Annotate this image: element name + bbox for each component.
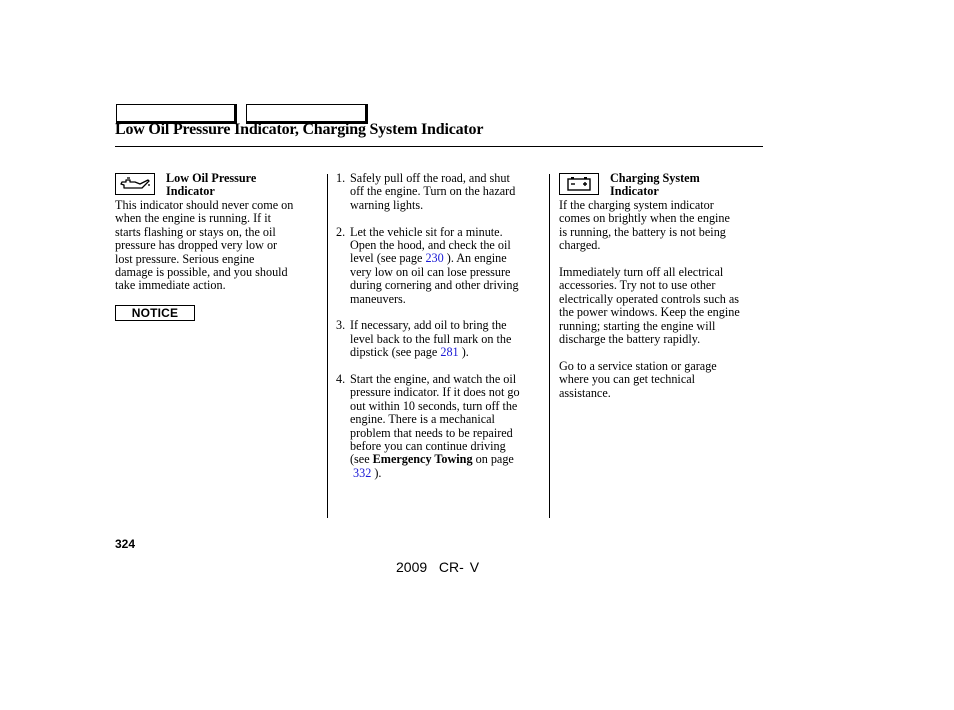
step-number: 4. [336,372,346,387]
body-line: lost pressure. Serious engine [115,251,255,266]
page-link-230[interactable]: 230 [425,251,444,266]
page-link-281[interactable]: 281 [440,345,459,360]
body-line: If the charging system indicator [559,198,714,212]
battery-icon [564,176,594,192]
body-line: where you can get technical [559,372,696,387]
low-oil-pressure-indicator-box [115,173,155,195]
body-line: damage is possible, and you should [115,265,288,280]
body-line: is running, the battery is not being [559,224,726,239]
model-label: 2009 CR- V [396,559,480,575]
heading-line: Charging System [610,171,700,185]
body-line: comes on brightly when the engine [559,211,730,226]
step-text: level (see page [350,251,426,266]
step-text: ). [371,465,382,480]
step-line [350,467,546,480]
step-line: problem that needs to be repaired [350,425,513,440]
paragraph [559,266,769,346]
step-1 [336,172,546,212]
low-oil-pressure-heading [166,172,256,199]
step-line: level back to the full mark on the [350,331,512,346]
steps-list [336,172,546,480]
body-line: charged. [559,238,601,253]
step-text: ). [458,345,469,360]
step-line: maneuvers. [350,291,406,306]
low-oil-pressure-description [115,199,320,293]
body-line: when the engine is running. If it [115,211,272,226]
charging-system-indicator-box [559,173,599,195]
body-line: Go to a service station or garage [559,358,717,373]
step-line: off the engine. Turn on the hazard [350,184,516,199]
step-2 [336,226,546,306]
step-line: Start the engine, and watch the oil [350,372,517,387]
step-3 [336,319,546,359]
step-line: Open the hood, and check the oil [350,238,511,253]
step-line: out within 10 seconds, turn off the [350,398,518,413]
charging-system-description [559,199,769,400]
body-line: This indicator should never come on [115,198,294,212]
step-number: 2. [336,224,346,239]
column-divider-right [549,174,550,518]
body-line: the power windows. Keep the engine [559,305,740,320]
body-line: Immediately turn off all electrical [559,265,724,280]
body-line: take immediate action. [115,278,226,293]
step-line: during cornering and other driving [350,278,519,293]
page-link-332[interactable]: 332 [353,465,372,480]
page-title: Low Oil Pressure Indicator, Charging System Indicator [115,121,484,138]
paragraph [559,360,769,400]
step-line: pressure indicator. If it does not go [350,385,520,400]
procedure-steps [336,172,546,494]
step-line: warning lights. [350,197,424,212]
body-line: electrically operated controls such as [559,291,740,306]
step-text: (see [350,452,373,467]
body-line: assistance. [559,385,611,400]
emergency-towing-reference: Emergency Towing [372,452,473,467]
step-line: If necessary, add oil to bring the [350,318,507,333]
oil-can-icon [118,176,152,192]
step-line: very low on oil can lose pressure [350,264,511,279]
step-line: before you can continue driving [350,439,506,454]
step-number: 1. [336,171,346,185]
body-line: running; starting the engine will [559,318,716,333]
step-text: ). An engine [443,251,507,266]
body-line: discharge the battery rapidly. [559,332,701,347]
charging-system-heading [610,172,700,199]
step-line: Let the vehicle sit for a minute. [350,224,503,239]
column-divider-left [327,174,328,518]
step-line: engine. There is a mechanical [350,412,495,427]
step-text: dipstick (see page [350,345,441,360]
step-number: 3. [336,318,346,333]
step-line [350,453,546,466]
heading-line: Indicator [610,184,659,199]
paragraph [559,199,769,253]
step-line [350,346,546,359]
heading-line: Low Oil Pressure [166,171,257,185]
body-line: accessories. Try not to use other [559,278,716,293]
step-4 [336,373,546,480]
heading-line: Indicator [166,184,215,199]
body-line: pressure has dropped very low or [115,238,278,253]
step-line: Safely pull off the road, and shut [350,171,510,185]
notice-label: NOTICE [115,305,195,321]
body-line: starts flashing or stays on, the oil [115,224,276,239]
step-line [350,252,546,265]
page-number: 324 [115,537,136,551]
step-text: on page [472,452,514,467]
title-divider [115,146,763,147]
